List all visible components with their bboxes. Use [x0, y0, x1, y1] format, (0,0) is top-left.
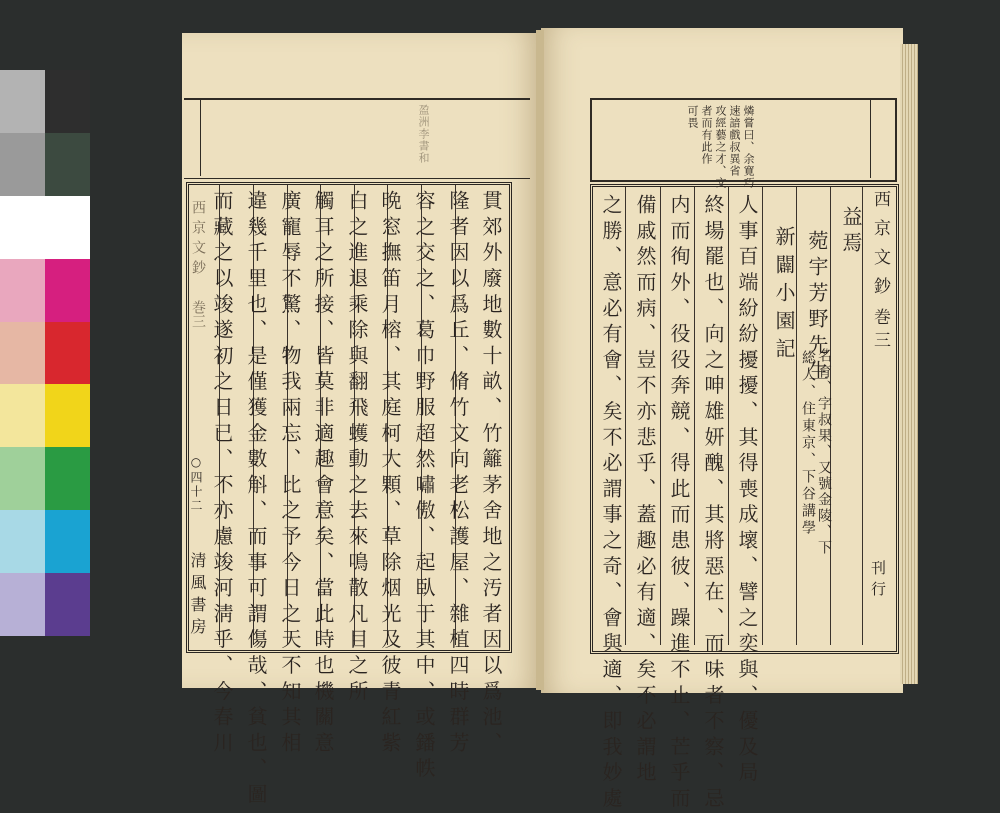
author-note: 総人、住東京、下谷講學	[800, 350, 816, 537]
column-rule	[625, 187, 626, 645]
section-heading: 益焉	[839, 206, 863, 258]
right-text-column: 備戚然而病、豈不亦悲乎、蓋趣必有適、矣不必謂地	[633, 194, 657, 788]
right-text-column: 人事百端紛紛擾擾、其得喪成壞、譬之奕與、優及局	[735, 194, 759, 788]
color-swatch	[0, 510, 45, 573]
folio-number: ○四十二	[189, 455, 203, 513]
essay-title: 新闢小園記	[772, 226, 796, 366]
page-edges	[900, 44, 918, 684]
color-swatch	[45, 196, 90, 259]
right-upper-note: 燐嘗曰、余寛巧	[742, 105, 755, 189]
left-upper-note: 盈洲李書和	[417, 104, 430, 164]
left-upper-margin-box	[184, 98, 530, 179]
right-text-column: 之勝、意必有會、矣不必謂事之奇、會與適、即我妙處	[599, 194, 623, 813]
column-rule	[694, 187, 695, 645]
author-name: 菀宇芳野先生	[805, 230, 829, 386]
left-spine-title: 西京文鈔	[190, 200, 206, 280]
color-swatch	[45, 447, 90, 510]
left-text-column: 而藏之以竣遂初之日已、不亦慮竣河淸乎、今春川	[210, 190, 234, 758]
column-rule	[762, 187, 763, 645]
color-swatch	[0, 70, 45, 133]
left-text-column: 隆者因以爲丘、脩竹文向老松護屋、雜植四時群芳	[446, 190, 470, 758]
right-text-column: 内而徇外、役役奔競、得此而患彼、躁進不止、芒乎而	[667, 194, 691, 813]
color-swatch	[0, 384, 45, 447]
right-upper-note: 速諳戲叔異省	[728, 105, 741, 177]
color-swatch	[0, 447, 45, 510]
right-upper-divider	[870, 98, 871, 178]
right-spine-volume: 巻三	[870, 308, 890, 354]
color-swatch	[45, 573, 90, 636]
left-text-column: 廣寵辱不驚、物我兩忘、比之予今日之天不知其相	[278, 190, 302, 758]
author-note: 名育、字叔果、又號金陵、下	[816, 348, 832, 556]
right-spine-title: 西京文鈔	[870, 190, 890, 306]
color-swatch	[45, 259, 90, 322]
color-swatch	[0, 573, 45, 636]
color-swatch	[0, 259, 45, 322]
color-swatch	[0, 322, 45, 385]
color-calibration-chart	[0, 70, 90, 636]
column-rule	[660, 187, 661, 645]
right-upper-note: 攻經藝之才、文	[714, 105, 727, 189]
publisher-mark: 刊行	[869, 560, 887, 602]
right-upper-note: 可畏	[686, 105, 699, 129]
column-rule	[728, 187, 729, 645]
color-swatch	[45, 322, 90, 385]
publisher-name: 清風書房	[188, 552, 207, 640]
left-text-column: 觸耳之所接、皆莫非適趣會意矣、當此時也機關意	[311, 190, 335, 758]
book-gutter	[536, 30, 544, 690]
color-swatch	[45, 510, 90, 573]
color-swatch	[45, 133, 90, 196]
left-spine-volume: 巻三	[190, 300, 206, 328]
color-swatch	[45, 70, 90, 133]
left-text-column: 白之進退乘除與翻飛蠖動之去來鳴散凡目之所	[345, 190, 369, 706]
left-text-column: 晩窓撫笛月榕、其庭柯大顆、草除烟光及彼青紅紫	[378, 190, 402, 758]
right-text-column: 終場罷也、向之呻雄妍醜、其將惡在、而味者不察、忌	[701, 194, 725, 813]
color-swatch	[0, 196, 45, 259]
left-text-column: 容之交之、葛巾野服超然嘯傲、起臥于其中、或鐇帙	[412, 190, 436, 784]
left-text-column: 違幾千里也、是僅獲金數斛、而事可謂傷哉、貧也、圖	[244, 190, 268, 810]
left-upper-divider	[200, 98, 201, 176]
color-swatch	[45, 384, 90, 447]
right-upper-note: 者而有此作	[700, 105, 713, 165]
color-swatch	[0, 133, 45, 196]
left-text-column: 貫郊外廢地數十畝、竹籬茅舍地之汚者因以爲池、	[479, 190, 503, 758]
